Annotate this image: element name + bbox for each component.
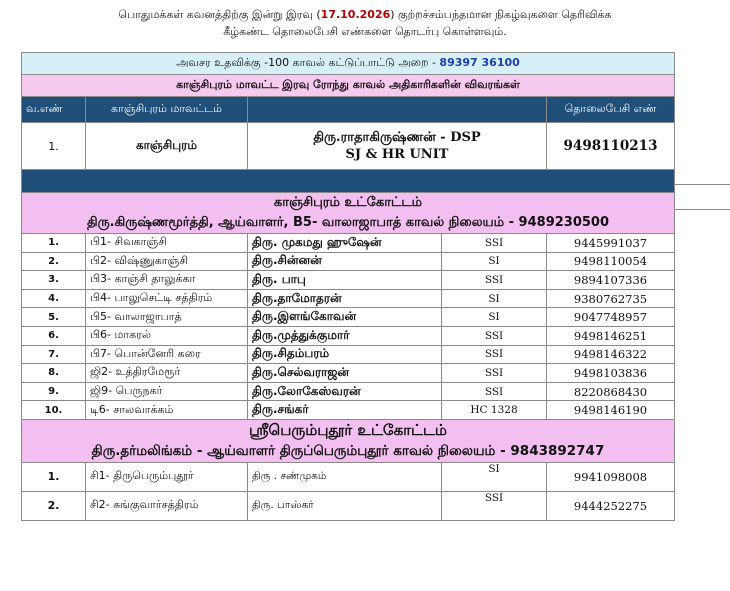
row-phone: 9444252275 [547,491,675,520]
row-rank: SSI [442,271,547,290]
row-officer-name: திரு.சின்னன் [248,252,442,271]
row-station: பி2- விஷ்ணுகாஞ்சி [86,252,248,271]
divider-cell [22,170,675,193]
row-rank: SSI [442,326,547,345]
table-row [22,271,675,290]
row-station: சி1- திருபெரும்புதூர் [86,462,248,491]
row-officer-name: திரு.செல்வராஜன் [248,364,442,383]
emergency-cell [22,53,675,75]
header-sno: வ.எண் [22,97,86,123]
table-row [22,308,675,327]
row-sno: 6. [22,326,86,345]
row-phone: 9498146322 [547,345,675,364]
table-row [22,252,675,271]
subdivision-1-header [22,193,675,234]
row-phone: 9380762735 [547,289,675,308]
row-rank: SSI [442,364,547,383]
table-extension-line [674,184,730,185]
table-row [22,382,675,401]
row-officer-name: திரு. முகமது ஹுஷேன் [248,234,442,253]
row-sno: 1. [22,462,86,491]
row-sno: 2. [22,252,86,271]
intro-text: பொதுமக்கள் கவனத்திற்கு இன்று இரவு ( [118,8,321,21]
row-rank: SI [442,252,547,271]
intro-date: 17.10.2026 [320,8,391,21]
row-sno: 4. [22,289,86,308]
dsp-row [22,123,675,170]
table-row [22,491,675,520]
row-phone: 9498110054 [547,252,675,271]
row-rank: SSI [442,234,547,253]
emergency-row [22,53,675,75]
row-phone: 8220868430 [547,382,675,401]
row-phone: 9894107336 [547,271,675,290]
row-station: டி6- சாலவாக்கம் [86,401,248,420]
intro-line-1 [0,6,730,23]
row-station: பி7- பொன்னேரி கரை [86,345,248,364]
row-station: சி2- சுங்குவார்சத்திரம் [86,491,248,520]
row-station: ஜி9- பெருநகர் [86,382,248,401]
dsp-name-line-2: SJ & HR UNIT [345,147,449,162]
row-phone: 9498103836 [547,364,675,383]
row-phone: 9445991037 [547,234,675,253]
subdivision-2-header [22,419,675,462]
subdivision-1-inspector: திரு.கிருஷ்ணமூர்த்தி, ஆய்வாளர், B5- வாலாஜாபாத் காவல் நிலையம் - 9489230500 [86,215,610,230]
row-officer-name: திரு. பாபு [248,271,442,290]
dsp-name [248,123,547,170]
table-extension-line [674,209,730,210]
emergency-text: அவசர உதவிக்கு -100 காவல் கட்டுப்பாட்டு அறை - [176,56,440,69]
subdivision-2-title: ஸ்ரீபெரும்புதூர் உட்கோட்டம் [249,420,447,439]
row-officer-name: திரு . சண்முகம் [248,462,442,491]
row-rank: HC 1328 [442,401,547,420]
intro-notice [0,0,730,50]
dsp-district: காஞ்சிபுரம் [86,123,248,170]
subdivision-2-inspector: திரு.தர்மலிங்கம் - ஆய்வாளர் திருப்பெரும்புதூர் காவல் நிலையம் - 9843892747 [91,442,605,459]
row-rank: SSI [442,382,547,401]
header-blank [248,97,547,123]
dsp-phone: 9498110213 [547,123,675,170]
row-station: பி6- மாகரல் [86,326,248,345]
row-station: பி4- பாலுசெட்டி சத்திரம் [86,289,248,308]
header-phone: தொலைபேசி எண் [547,97,675,123]
dsp-name-line-1: திரு.ராதாகிருஷ்ணன் - DSP [313,130,481,145]
row-sno: 10. [22,401,86,420]
row-station: பி1- சிவகாஞ்சி [86,234,248,253]
subdivision-1-cell [22,193,675,234]
row-sno: 3. [22,271,86,290]
subdivision-2-cell [22,419,675,462]
row-sno: 5. [22,308,86,327]
row-phone: 9498146251 [547,326,675,345]
intro-line-2: கீழ்கண்ட தொலைபேசி எண்களை தொடர்பு கொள்ளவும். [223,25,507,38]
table-title: காஞ்சிபுரம் மாவட்ட இரவு ரோந்து காவல் அதிகாரிகளின் விவரங்கள் [22,75,675,97]
row-phone: 9941098008 [547,462,675,491]
emergency-number: 89397 36100 [439,56,520,69]
row-officer-name: திரு.சங்கர் [248,401,442,420]
row-rank: SI [442,308,547,327]
row-sno: 8. [22,364,86,383]
table-row [22,326,675,345]
table-row [22,234,675,253]
row-sno: 7. [22,345,86,364]
row-officer-name: திரு.தாமோதரன் [248,289,442,308]
row-officer-name: திரு.இளங்கோவன் [248,308,442,327]
row-officer-name: திரு.லோகேஸ்வரன் [248,382,442,401]
dsp-sno: 1. [22,123,86,170]
table-row [22,364,675,383]
row-sno: 9. [22,382,86,401]
row-officer-name: திரு.முத்துக்குமார் [248,326,442,345]
table-row [22,401,675,420]
row-station: ஜி2- உத்திரமேரூர் [86,364,248,383]
divider-row [22,170,675,193]
subdivision-1-title: காஞ்சிபுரம் உட்கோட்டம் [273,195,423,210]
row-phone: 9498146190 [547,401,675,420]
row-rank: SSI [442,491,547,520]
table-row [22,462,675,491]
row-phone: 9047748957 [547,308,675,327]
row-rank: SI [442,289,547,308]
row-officer-name: திரு. பாஸ்கர் [248,491,442,520]
table-row [22,345,675,364]
table-title-row [22,75,675,97]
row-station: பி5- வாலாஜாபாத் [86,308,248,327]
header-row [22,97,675,123]
intro-text: ) குற்றச்சம்பந்தமான நிகழ்வுகளை தெரிவிக்க [390,8,612,21]
row-station: பி3- காஞ்சி தாலுக்கா [86,271,248,290]
row-sno: 1. [22,234,86,253]
table-row [22,289,675,308]
header-district: காஞ்சிபுரம் மாவட்டம் [86,97,248,123]
duty-officers-table [21,52,675,521]
row-sno: 2. [22,491,86,520]
row-officer-name: திரு.சிதம்பரம் [248,345,442,364]
row-rank: SSI [442,345,547,364]
row-rank: SI [442,462,547,491]
